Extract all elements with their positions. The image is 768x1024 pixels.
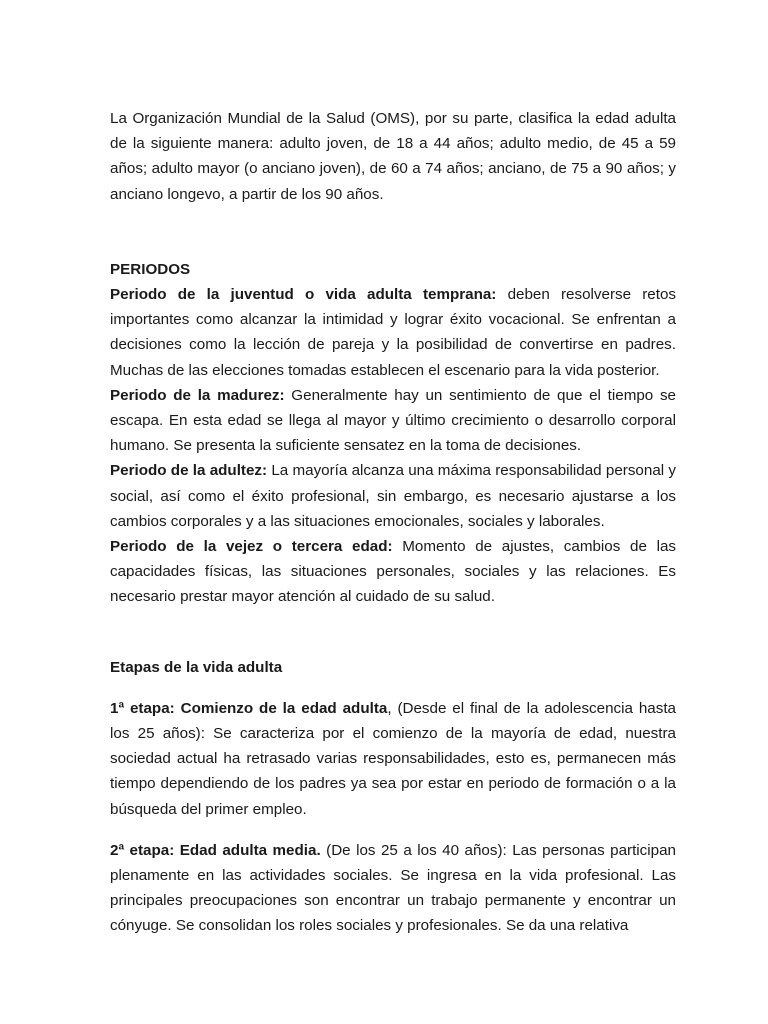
periodo-item-adultez xyxy=(110,458,676,534)
periodo-title: Periodo de la juventud o vida adulta temprana: xyxy=(110,286,497,304)
periodo-text: Momento de ajustes, cambios de las capacidades físicas, las situaciones personales, sociales y las relaciones. Es necesario prestar mayor atención al cuidado de su salud. xyxy=(110,538,676,606)
periodo-title: Periodo de la adultez: xyxy=(110,462,268,480)
etapas-heading: Etapas de la vida adulta xyxy=(110,658,283,676)
etapa-item-2 xyxy=(110,838,676,939)
etapa-title: 2ª etapa: Edad adulta media. xyxy=(110,841,321,859)
etapa-title: 1ª etapa: Comienzo de la edad adulta xyxy=(110,699,388,717)
etapa-text: , (Desde el final de la adolescencia hasta los 25 años): Se caracteriza por el comienzo de la mayoría de edad, nuestra sociedad actual ha retrasado varias responsabilidades, esto es, permanecen más tiempo dependiendo de los padres ya sea por estar en periodo de formación o a la búsqueda del primer empleo. xyxy=(110,699,677,818)
periodos-section xyxy=(110,257,676,610)
etapas-section xyxy=(110,655,676,939)
periodo-text: Generalmente hay un sentimiento de que el tiempo se escapa. En esta edad se llega al mayor y último crecimiento o desarrollo corporal humano. Se presenta la suficiente sensatez en la toma de decisiones. xyxy=(110,386,676,455)
document-page xyxy=(110,106,676,955)
periodos-heading: PERIODOS xyxy=(110,260,191,278)
periodo-item-madurez xyxy=(110,383,676,459)
intro-paragraph: La Organización Mundial de la Salud (OMS), por su parte, clasifica la edad adulta de la siguiente manera: adulto joven, de 18 a 44 años; adulto medio, de 45 a 59 años; adulto mayor (o anciano joven), de 60 a 74 años; anciano, de 75 a 90 años; y anciano longevo, a partir de los 90 años. xyxy=(110,110,676,203)
periodo-item-vejez xyxy=(110,534,676,610)
periodo-item-juventud xyxy=(110,282,676,383)
periodo-title: Periodo de la vejez o tercera edad: xyxy=(110,538,393,556)
etapa-text: (De los 25 a los 40 años): Las personas participan plenamente en las actividades sociales. Se ingresa en la vida profesional. Las principales preocupaciones son encontrar un trabajo permanente y encontrar un cónyuge. Se consolidan los roles sociales y profesionales. Se da una relativa xyxy=(110,841,676,935)
periodo-text: La mayoría alcanza una máxima responsabilidad personal y social, así como el éxito profesional, sin embargo, es necesario ajustarse a los cambios corporales y a las situaciones emocionales, sociales y laborales. xyxy=(110,462,676,530)
periodo-title: Periodo de la madurez: xyxy=(110,386,285,404)
periodo-text: deben resolverse retos importantes como alcanzar la intimidad y lograr éxito vocacional. Se enfrentan a decisiones como la lección de pareja y la posibilidad de convertirse en padres. Muchas de las elecciones tomadas establecen el escenario para la vida posterior. xyxy=(110,286,677,379)
etapa-item-1 xyxy=(110,696,676,822)
